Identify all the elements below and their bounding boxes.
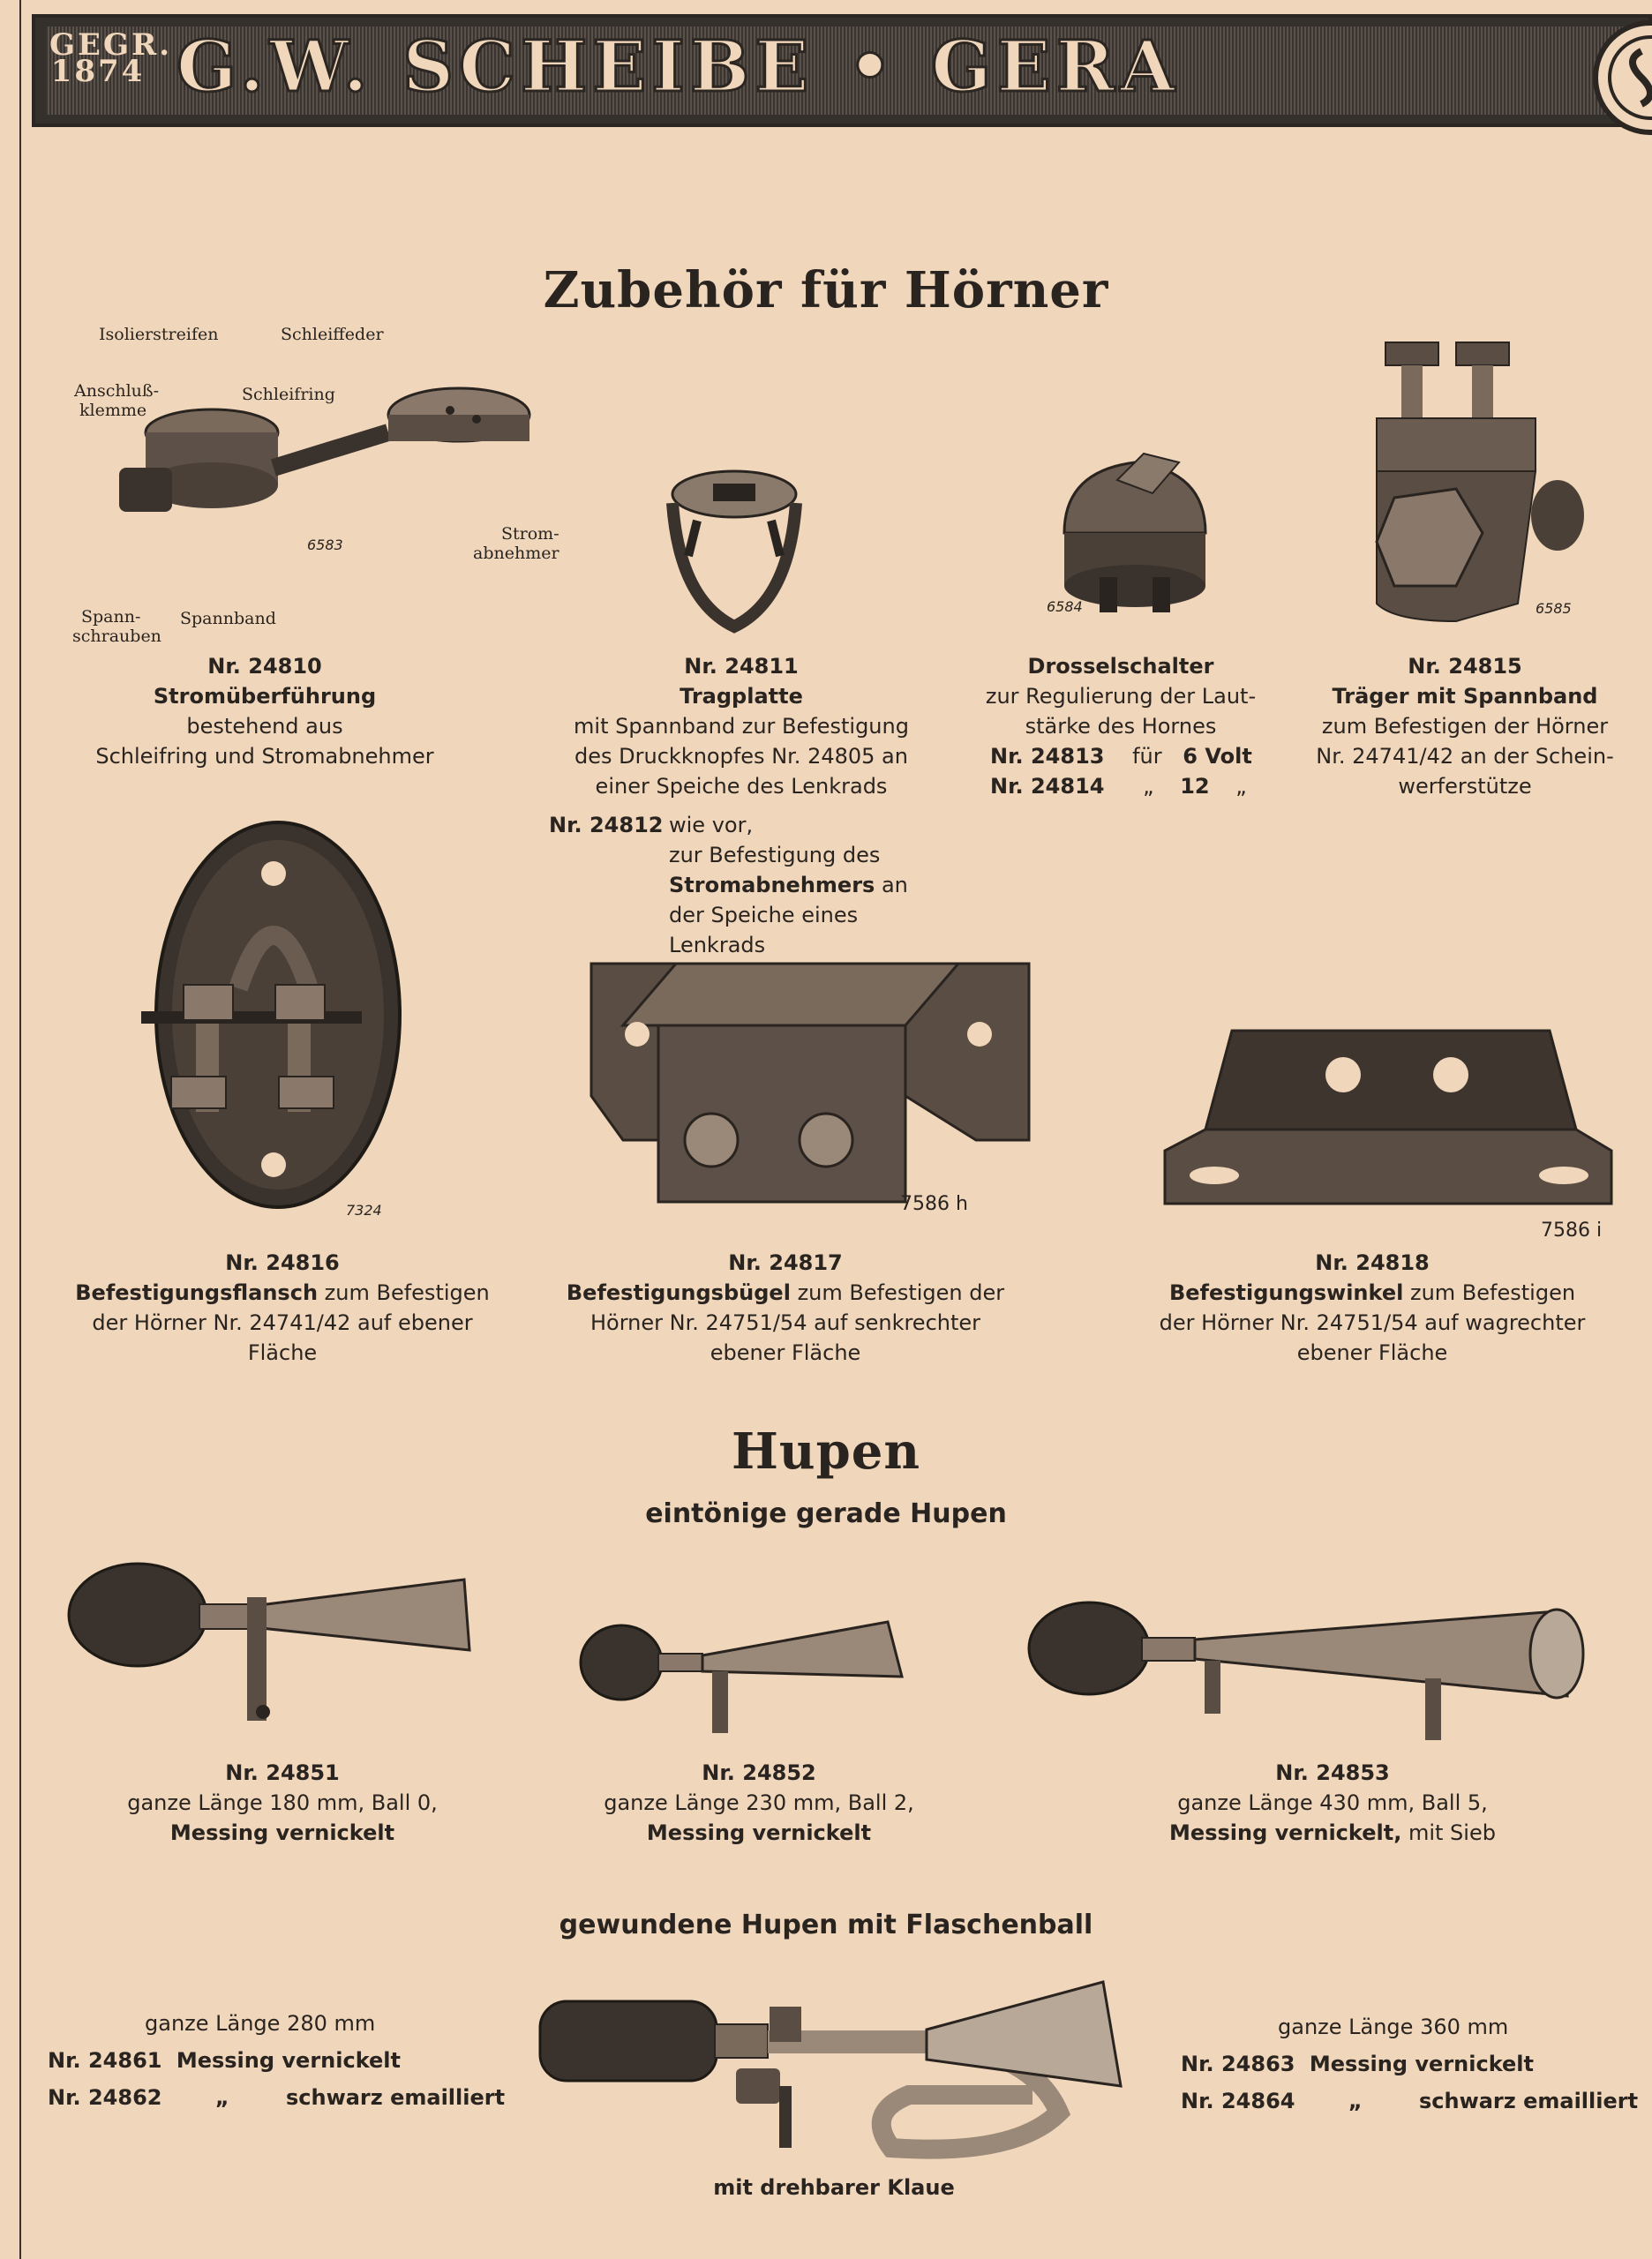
item-24811-nr: Nr. 24811: [684, 654, 799, 679]
item-24817-name-tail: zum Befestigen der: [797, 1280, 1005, 1305]
item-24811-name: Tragplatte: [680, 684, 803, 709]
item-24811-line-2: des Druckknopfes Nr. 24805 an: [574, 744, 908, 769]
brand-logo-ornament: [1588, 16, 1652, 139]
coiled-left-length: ganze Länge 280 mm: [145, 2011, 376, 2036]
drosselschalter-line-2: stärke des Hornes: [1025, 714, 1217, 739]
brand-right: GERA: [931, 25, 1181, 108]
item-24862-quote: „: [214, 2085, 229, 2110]
code-6584: 6584: [1047, 598, 1083, 615]
label-strom-1: Strom-: [501, 524, 559, 544]
item-24864-quote: „: [1348, 2089, 1363, 2113]
befestigungsbuegel-image: [588, 955, 1038, 1220]
item-24815-nr: Nr. 24815: [1408, 654, 1522, 679]
item-24815-caption: [1306, 651, 1624, 801]
item-24812-nr: Nr. 24812: [549, 813, 664, 837]
item-24813-row: [990, 741, 1252, 771]
item-24816-caption: [44, 1248, 521, 1368]
coiled-right-length: ganze Länge 360 mm: [1278, 2015, 1509, 2039]
item-24812-line-4: der Speiche eines: [669, 903, 859, 927]
item-24817-caption: [547, 1248, 1024, 1368]
founded-label: GEGR.: [49, 27, 173, 63]
item-24864-row: [1181, 2086, 1638, 2116]
item-24861-text: Messing vernickelt: [176, 2048, 401, 2073]
item-24853-bold: Messing vernickelt,: [1169, 1820, 1402, 1845]
item-24813-nr: Nr. 24813: [990, 744, 1105, 769]
item-24863-row: [1181, 2049, 1534, 2079]
item-24815-line-2: Nr. 24741/42 an der Schein-: [1316, 744, 1614, 769]
drosselschalter-line-1: zur Regulierung der Laut-: [985, 684, 1257, 709]
label-strom-2: abnehmer: [473, 544, 559, 563]
befestigungsflansch-image: [132, 812, 415, 1218]
item-24862-row: [48, 2083, 505, 2113]
item-24818-nr: Nr. 24818: [1315, 1250, 1430, 1275]
hupe-24853-image: [1027, 1599, 1601, 1758]
item-24810-name: Stromüberführung: [153, 684, 377, 709]
drosselschalter-caption: [971, 651, 1271, 741]
brand-separator: •: [847, 25, 898, 108]
label-schleiffeder: Schleiffeder: [281, 325, 384, 344]
label-schleifring: Schleifring: [242, 385, 335, 404]
founded-badge: [49, 27, 173, 89]
befestigungswinkel-image: [1161, 1027, 1620, 1212]
item-24814-tail: „: [1235, 774, 1247, 799]
item-24816-name: Befestigungsflansch: [75, 1280, 319, 1305]
item-24812-bold: Stromabnehmers: [669, 873, 875, 897]
item-24862-text: schwarz emailliert: [285, 2085, 506, 2110]
item-24851-nr: Nr. 24851: [225, 1760, 340, 1785]
item-24861-row: [48, 2045, 401, 2075]
label-spann-2: schrauben: [72, 627, 161, 646]
item-24812-bold-tail: an: [881, 873, 908, 897]
gewundene-hupe-image: [538, 1980, 1130, 2165]
item-24811-line-3: einer Speiche des Lenkrads: [595, 774, 888, 799]
item-24811-line-1: mit Spannband zur Befestigung: [574, 714, 909, 739]
item-24853-caption: [1103, 1758, 1562, 1848]
item-24863-text: Messing vernickelt: [1309, 2052, 1534, 2076]
item-24851-bold: Messing vernickelt: [169, 1820, 395, 1845]
item-24816-line-2: Fläche: [247, 1340, 318, 1365]
item-24810-line-2: Schleifring und Stromabnehmer: [95, 744, 434, 769]
item-24818-line-0: [1121, 1278, 1624, 1308]
coiled-title: gewundene Hupen mit Flaschenball: [559, 1910, 1093, 1940]
item-24862-nr: Nr. 24862: [48, 2085, 162, 2110]
item-24852-caption: [547, 1758, 971, 1848]
item-24816-line-1: der Hörner Nr. 24741/42 auf ebener: [92, 1310, 473, 1335]
item-24810-caption: [35, 651, 494, 771]
item-24817-line-1: Hörner Nr. 24751/54 auf senkrechter: [589, 1310, 981, 1335]
item-24815-name: Träger mit Spannband: [1332, 684, 1598, 709]
drosselschalter-name: Drosselschalter: [1027, 654, 1214, 679]
item-24812-line-1: wie vor,: [669, 813, 754, 837]
code-6585: 6585: [1536, 600, 1572, 617]
item-24813-value: 6 Volt: [1183, 744, 1252, 769]
item-24814-nr: Nr. 24814: [990, 774, 1105, 799]
item-24851-line: ganze Länge 180 mm, Ball 0,: [127, 1790, 438, 1815]
label-anschluss-1: Anschluß-: [74, 381, 160, 401]
item-24818-caption: [1121, 1248, 1624, 1368]
item-24864-nr: Nr. 24864: [1181, 2089, 1295, 2113]
item-24851-caption: [53, 1758, 512, 1848]
item-24810-nr: Nr. 24810: [207, 654, 322, 679]
item-24811-caption: [529, 651, 953, 801]
brand-left: G.W. SCHEIBE: [176, 25, 815, 108]
item-24816-name-tail: zum Befestigen: [324, 1280, 490, 1305]
hupen-title: Hupen: [731, 1422, 921, 1481]
brand-name: [176, 26, 1571, 106]
item-24814-value: 12: [1180, 774, 1210, 799]
item-24853-line: ganze Länge 430 mm, Ball 5,: [1177, 1790, 1488, 1815]
item-24817-nr: Nr. 24817: [728, 1250, 843, 1275]
item-24814-text: „: [1143, 774, 1154, 799]
item-24812-text: [669, 810, 908, 960]
item-24817-line-0: [547, 1278, 1024, 1308]
item-24818-name: Befestigungswinkel: [1168, 1280, 1404, 1305]
label-spannband: Spannband: [180, 609, 276, 628]
item-24816-line-0: [44, 1278, 521, 1308]
code-7586i: 7586 i: [1541, 1220, 1603, 1242]
item-24813-text: für: [1132, 744, 1162, 769]
item-24815-line-1: zum Befestigen der Hörner: [1321, 714, 1609, 739]
hupe-24852-image: [579, 1618, 905, 1751]
item-24818-line-2: ebener Fläche: [1296, 1340, 1448, 1365]
code-7324: 7324: [346, 1202, 382, 1219]
item-24812-line-5: Lenkrads: [669, 933, 766, 957]
item-24817-name: Befestigungsbügel: [566, 1280, 791, 1305]
item-24853-tail: mit Sieb: [1408, 1820, 1496, 1845]
traeger-image: [1359, 339, 1597, 630]
item-24852-line: ganze Länge 230 mm, Ball 2,: [604, 1790, 914, 1815]
coiled-caption: mit drehbarer Klaue: [713, 2175, 955, 2200]
item-24861-nr: Nr. 24861: [48, 2048, 162, 2073]
item-24852-bold: Messing vernickelt: [646, 1820, 872, 1845]
code-6583: 6583: [307, 537, 343, 553]
item-24812-line-3: [669, 870, 908, 900]
hupe-24851-image: [67, 1562, 473, 1747]
item-24810-line-1: bestehend aus: [186, 714, 343, 739]
item-24818-line-1: der Hörner Nr. 24751/54 auf wagrechter: [1159, 1310, 1586, 1335]
item-24815-line-3: werferstütze: [1398, 774, 1532, 799]
label-spann-1: Spann-: [81, 607, 141, 627]
accessories-title: Zubehör für Hörner: [543, 261, 1109, 319]
hupen-subtitle: eintönige gerade Hupen: [645, 1498, 1007, 1529]
label-anschluss-2: klemme: [79, 401, 147, 420]
item-24852-nr: Nr. 24852: [702, 1760, 816, 1785]
item-24814-row: [990, 771, 1247, 801]
item-24817-line-2: ebener Fläche: [710, 1340, 861, 1365]
item-24853-nr: Nr. 24853: [1275, 1760, 1390, 1785]
tragplatte-image: [662, 468, 812, 635]
item-24818-name-tail: zum Befestigen: [1409, 1280, 1576, 1305]
founded-year: 1874: [50, 54, 146, 89]
item-24812-line-2: zur Befestigung des: [669, 843, 881, 867]
code-7586h: 7586 h: [900, 1193, 968, 1215]
label-isolierstreifen: Isolierstreifen: [99, 325, 219, 344]
item-24863-nr: Nr. 24863: [1181, 2052, 1295, 2076]
item-24864-text: schwarz emailliert: [1418, 2089, 1639, 2113]
item-24816-nr: Nr. 24816: [225, 1250, 340, 1275]
